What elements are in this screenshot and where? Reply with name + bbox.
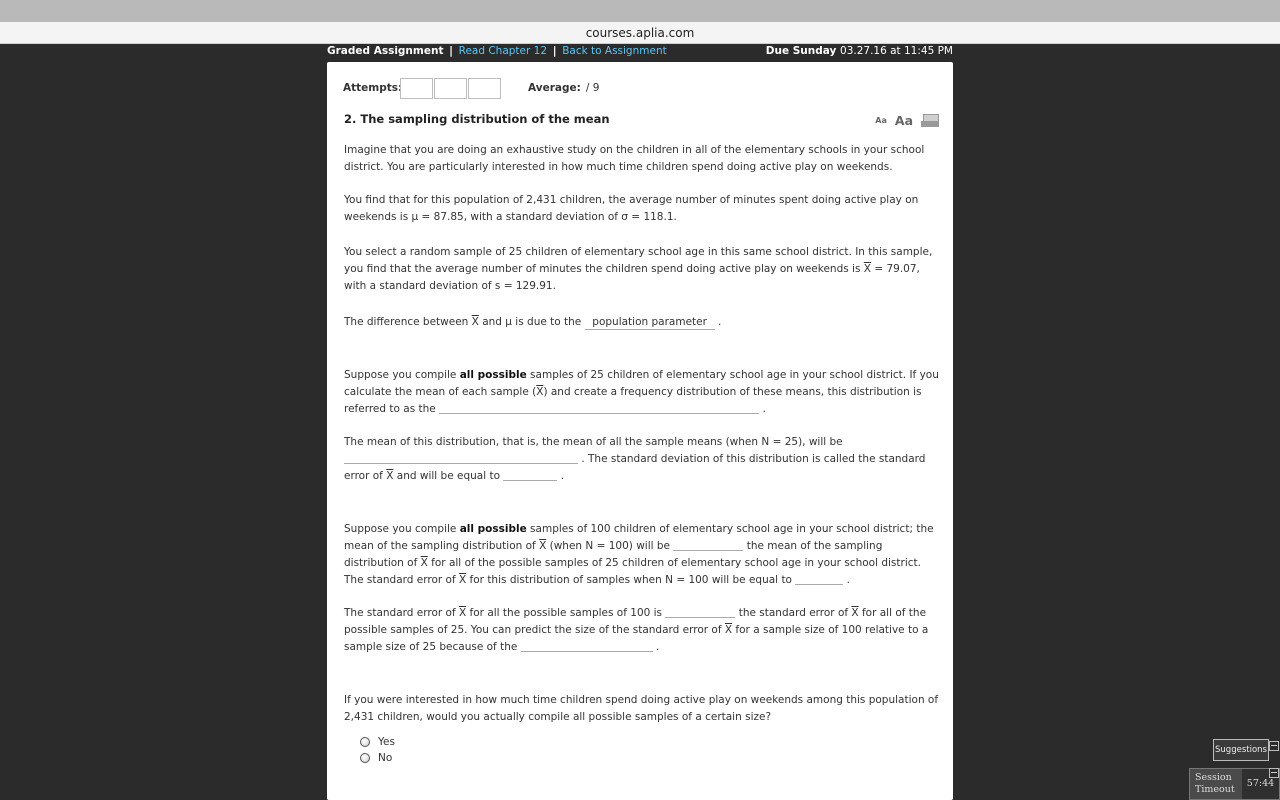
paragraph-all-samples-100: Suppose you compile all possible samples of 100 children of elementary school age in your school district; the mean of the sampling distribution of $\overline{X}$ (when N = 100) will be the mean of the sampling distribution of $\overline{X}$ for all of the possible samples of 25 children of elementary school age in your school district. The standard error of $\overline{X}$ for this distribution of samples when N = 100 will be equal to . bbox=[344, 523, 934, 586]
standard-error-100-input[interactable] bbox=[795, 572, 843, 585]
suggestions-button[interactable]: Suggestions bbox=[1213, 739, 1269, 761]
paragraph-difference: The difference between $\overline{X}$ and μ is due to the population parameter . bbox=[344, 316, 722, 328]
font-larger-button[interactable]: Aa bbox=[894, 113, 913, 128]
attempt-boxes bbox=[400, 78, 502, 99]
attempts-label: Attempts: bbox=[343, 82, 403, 94]
due-label: Due Sunday bbox=[765, 45, 837, 57]
attempts bbox=[343, 78, 403, 94]
se-comparison-dropdown[interactable] bbox=[665, 605, 735, 618]
assignment-header bbox=[327, 43, 953, 62]
question-tools bbox=[875, 113, 939, 128]
graded-assignment-label: Graded Assignment bbox=[327, 45, 444, 57]
font-smaller-button[interactable]: Aa bbox=[875, 116, 887, 125]
read-chapter-link[interactable]: Read Chapter 12 bbox=[458, 45, 548, 57]
paragraph-all-samples-25: Suppose you compile all possible samples of 25 children of elementary school age in your school district. If you calculate the mean of each sample $(\overline{X})$ and create a frequency distribution of these means, this distribution is referred to as the . bbox=[344, 369, 939, 415]
paragraph-standard-error-compare: The standard error of $\overline{X}$ for all the possible samples of 100 is the standard error of $\overline{X}$ for all of the possible samples of 25. You can predict the size of the standard error of $\overline{X}$ for a sample size of 100 relative to a sample size of 25 because of the . bbox=[344, 607, 929, 653]
session-timer: 57:44 bbox=[1242, 769, 1279, 799]
url-text: courses.aplia.com bbox=[585, 26, 695, 40]
distribution-name-dropdown[interactable] bbox=[439, 401, 759, 414]
print-icon[interactable] bbox=[921, 114, 939, 128]
average-value: / 9 bbox=[585, 82, 600, 94]
session-timeout-label: Session Timeout bbox=[1195, 772, 1235, 795]
radio-button[interactable] bbox=[360, 753, 370, 763]
xbar-symbol: $\overline{X}$ bbox=[863, 263, 871, 275]
standard-error-25-input[interactable] bbox=[503, 468, 557, 481]
mean-comparison-dropdown[interactable] bbox=[673, 538, 743, 551]
paragraph-population: You find that for this population of 2,431 children, the average number of minutes spent doing active play on weekends is μ = 87.85, with a standard deviation of σ = 118.1. bbox=[344, 194, 919, 223]
due-date bbox=[766, 44, 953, 58]
paragraph-sample: You select a random sample of 25 children of elementary school age in this same school district. In this sample, you find that the average number of minutes the children spend doing active play on weekends is $\overline{X} = 79.07$, with a standard deviation of s = 129.91. bbox=[344, 246, 933, 292]
question-title: 2. The sampling distribution of the mean bbox=[344, 112, 610, 126]
due-when: 03.27.16 at 11:45 PM bbox=[840, 45, 953, 57]
paragraph-intro: Imagine that you are doing an exhaustive study on the children in all of the elementary schools in your school district. You are particularly interested in how much time children spend doing active play on weekends. bbox=[344, 144, 925, 173]
address-bar[interactable] bbox=[0, 22, 1280, 44]
question-panel bbox=[327, 62, 953, 800]
reason-dropdown[interactable] bbox=[521, 639, 653, 652]
minimize-icon[interactable] bbox=[1269, 768, 1279, 778]
mean-of-distribution-dropdown[interactable] bbox=[344, 451, 578, 464]
session-timeout-widget bbox=[1189, 768, 1280, 800]
paragraph-compile-question: If you were interested in how much time children spend doing active play on weekends among this population of 2,431 children, would you actually compile all possible samples of a certain size? bbox=[344, 694, 939, 723]
paragraph-mean-of-means: The mean of this distribution, that is, the mean of all the sample means (when N = 25), will be . The standard deviation of this distribution is called the standard error of $\overline{X}$ and will be equal to . bbox=[344, 436, 926, 482]
average bbox=[528, 82, 599, 94]
separator: | bbox=[552, 45, 557, 57]
attempt-box bbox=[434, 78, 467, 99]
average-label: Average: bbox=[528, 82, 581, 94]
minimize-icon[interactable] bbox=[1269, 741, 1279, 751]
radio-no[interactable]: No bbox=[360, 752, 392, 764]
radio-yes[interactable]: Yes bbox=[360, 736, 395, 748]
browser-top-bar bbox=[0, 0, 1280, 22]
separator: | bbox=[449, 45, 453, 57]
attempt-box bbox=[400, 78, 433, 99]
back-to-assignment-link[interactable]: Back to Assignment bbox=[562, 45, 667, 57]
difference-dropdown[interactable]: population parameter bbox=[585, 315, 715, 330]
radio-button[interactable] bbox=[360, 737, 370, 747]
attempt-box bbox=[468, 78, 501, 99]
